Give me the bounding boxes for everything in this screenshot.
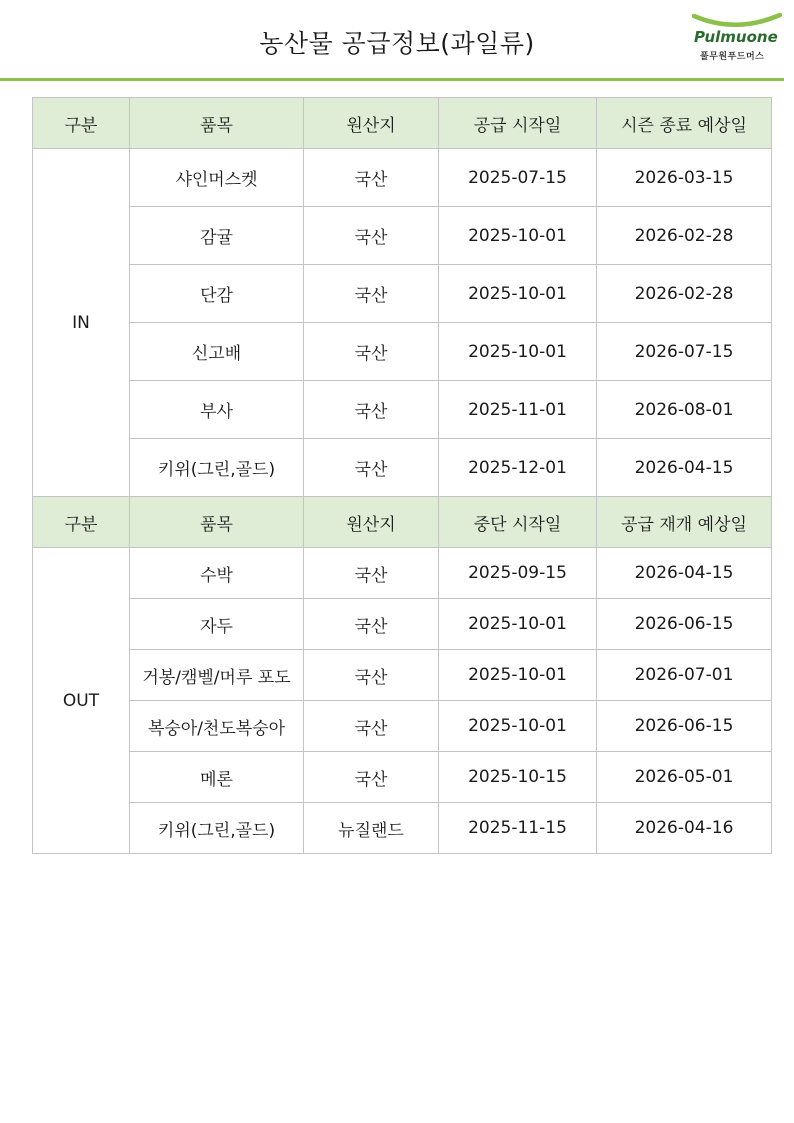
origin-cell: 국산 <box>304 381 439 439</box>
origin-cell: 국산 <box>304 650 439 701</box>
end-date-cell: 2026-05-01 <box>597 752 772 803</box>
end-date-cell: 2026-06-15 <box>597 701 772 752</box>
header-cell-category: 구분 <box>33 497 130 548</box>
item-cell: 신고배 <box>130 323 304 381</box>
item-cell: 수박 <box>130 548 304 599</box>
start-date-cell: 2025-10-01 <box>439 207 597 265</box>
logo-subtitle: 풀무원푸드머스 <box>700 52 765 62</box>
origin-cell: 국산 <box>304 599 439 650</box>
header-cell-origin: 원산지 <box>304 98 439 149</box>
item-cell: 감귤 <box>130 207 304 265</box>
origin-cell: 국산 <box>304 149 439 207</box>
item-cell: 키위(그린,골드) <box>130 439 304 497</box>
header-cell-resume-expected: 공급 재개 예상일 <box>597 497 772 548</box>
table-row <box>33 149 772 207</box>
table-row <box>33 701 772 752</box>
start-date-cell: 2025-10-01 <box>439 599 597 650</box>
header-cell-season-end: 시즌 종료 예상일 <box>597 98 772 149</box>
table-row <box>33 207 772 265</box>
end-date-cell: 2026-02-28 <box>597 207 772 265</box>
end-date-cell: 2026-04-15 <box>597 548 772 599</box>
in-section <box>33 98 772 497</box>
start-date-cell: 2025-07-15 <box>439 149 597 207</box>
end-date-cell: 2026-02-28 <box>597 265 772 323</box>
item-cell: 단감 <box>130 265 304 323</box>
item-cell: 자두 <box>130 599 304 650</box>
start-date-cell: 2025-10-01 <box>439 650 597 701</box>
table-row <box>33 803 772 854</box>
end-date-cell: 2026-06-15 <box>597 599 772 650</box>
end-date-cell: 2026-07-15 <box>597 323 772 381</box>
origin-cell: 뉴질랜드 <box>304 803 439 854</box>
origin-cell: 국산 <box>304 207 439 265</box>
item-cell: 복숭아/천도복숭아 <box>130 701 304 752</box>
in-header-row <box>33 98 772 149</box>
header-cell-suspend-start: 중단 시작일 <box>439 497 597 548</box>
start-date-cell: 2025-10-01 <box>439 323 597 381</box>
start-date-cell: 2025-11-01 <box>439 381 597 439</box>
group-label: IN <box>33 149 130 497</box>
header-cell-origin: 원산지 <box>304 497 439 548</box>
header-cell-category: 구분 <box>33 98 130 149</box>
start-date-cell: 2025-10-01 <box>439 701 597 752</box>
item-cell: 메론 <box>130 752 304 803</box>
table-row <box>33 752 772 803</box>
start-date-cell: 2025-10-01 <box>439 265 597 323</box>
end-date-cell: 2026-08-01 <box>597 381 772 439</box>
table-row <box>33 323 772 381</box>
origin-cell: 국산 <box>304 439 439 497</box>
item-cell: 키위(그린,골드) <box>130 803 304 854</box>
origin-cell: 국산 <box>304 752 439 803</box>
origin-cell: 국산 <box>304 323 439 381</box>
item-cell: 거봉/캠벨/머루 포도 <box>130 650 304 701</box>
table-row <box>33 381 772 439</box>
start-date-cell: 2025-09-15 <box>439 548 597 599</box>
header-cell-item: 품목 <box>130 497 304 548</box>
out-header-row <box>33 497 772 548</box>
table-row <box>33 599 772 650</box>
group-label: OUT <box>33 548 130 854</box>
pulmuone-logo <box>690 10 782 66</box>
item-cell: 샤인머스켓 <box>130 149 304 207</box>
origin-cell: 국산 <box>304 548 439 599</box>
origin-cell: 국산 <box>304 265 439 323</box>
out-section <box>33 497 772 854</box>
page-title: 농산물 공급정보(과일류) <box>259 29 535 58</box>
logo-wordmark: Pulmuone <box>694 28 778 46</box>
end-date-cell: 2026-04-16 <box>597 803 772 854</box>
table-row <box>33 265 772 323</box>
table-row <box>33 650 772 701</box>
end-date-cell: 2026-04-15 <box>597 439 772 497</box>
header-divider <box>0 78 784 81</box>
table-row <box>33 439 772 497</box>
origin-cell: 국산 <box>304 701 439 752</box>
start-date-cell: 2025-10-15 <box>439 752 597 803</box>
supply-table <box>32 97 772 854</box>
end-date-cell: 2026-07-01 <box>597 650 772 701</box>
table-row <box>33 548 772 599</box>
start-date-cell: 2025-11-15 <box>439 803 597 854</box>
end-date-cell: 2026-03-15 <box>597 149 772 207</box>
header-cell-item: 품목 <box>130 98 304 149</box>
item-cell: 부사 <box>130 381 304 439</box>
header-cell-supply-start: 공급 시작일 <box>439 98 597 149</box>
start-date-cell: 2025-12-01 <box>439 439 597 497</box>
